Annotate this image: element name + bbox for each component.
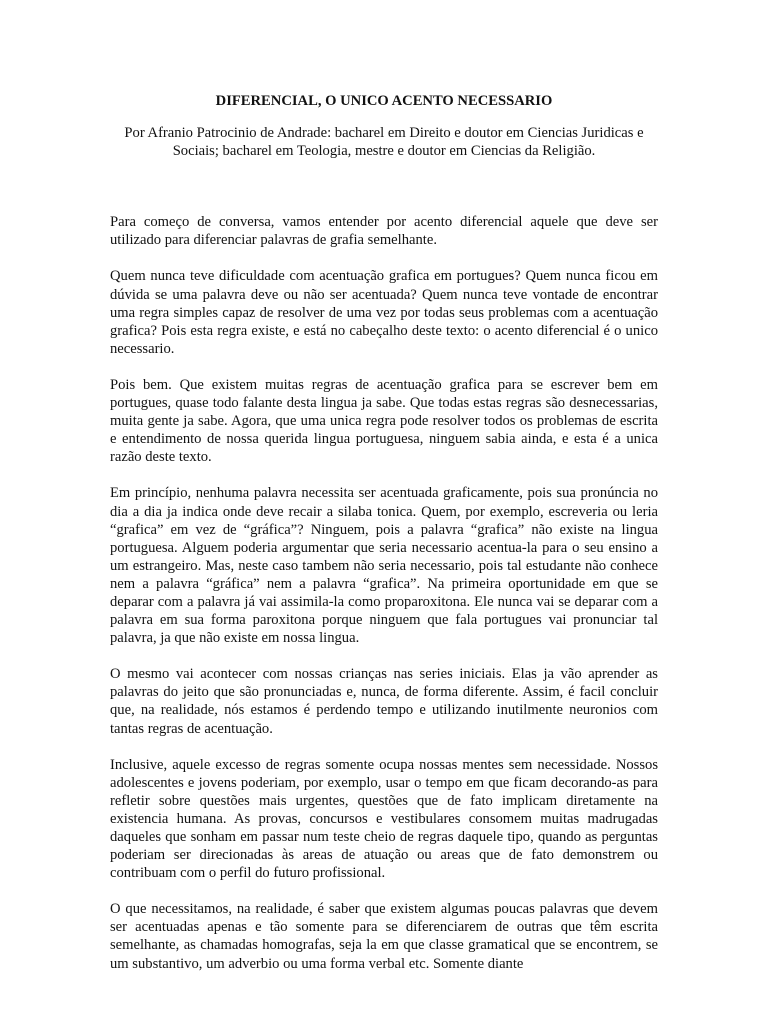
paragraph: Pois bem. Que existem muitas regras de acentuação grafica para se escrever bem em portugues, quase todo falante desta lingua ja sabe. Que todas estas regras são desnecessarias, muita gente ja sabe. Agora, que uma unica regra pode resolver todos os problemas de escrita e entendimento de nossa querida lingua portuguesa, ninguem sabia ainda, e esta é a unica razão deste texto.: [110, 376, 658, 466]
document-title: DIFERENCIAL, O UNICO ACENTO NECESSARIO: [215, 93, 553, 109]
paragraph: Inclusive, aquele excesso de regras somente ocupa nossas mentes sem necessidade. Nossos adolescentes e jovens poderiam, por exemplo, usar o tempo em que ficam decorando-as para refletir sobre questões mais urgentes, questões que de fato implicam diretamente na existencia humana. As provas, concursos e vestibulares consomem muitas madrugadas daqueles que sonham em passar num teste cheio de regras daquele tipo, quando as perguntas poderiam ser direcionadas às areas de atuação ou areas que de fato demonstrem ou contribuam com o perfil do futuro profissional.: [110, 756, 658, 882]
paragraph: O mesmo vai acontecer com nossas crianças nas series iniciais. Elas ja vão aprender as palavras do jeito que são pronunciadas e, nunca, de forma diferente. Assim, é facil concluir que, na realidade, nós estamos é perdendo tempo e utilizando inutilmente neuronios com tantas regras de acentuação.: [110, 666, 658, 737]
author-line: Por Afranio Patrocinio de Andrade: bacharel em Direito e doutor em Ciencias Juridicas e Sociais; bacharel em Teologia, mestre e doutor em Ciencias da Religião.: [124, 125, 644, 160]
paragraph: Em princípio, nenhuma palavra necessita ser acentuada graficamente, pois sua pronúncia no dia a dia ja indica onde deve recair a silaba tonica. Quem, por exemplo, escreveria ou leria “grafica” em vez de “gráfica”? Ninguem, pois a palavra “grafica” não existe na lingua portuguesa. Alguem poderia argumentar que seria necessario acentua-la para o seu ensino a um estrangeiro. Mas, neste caso tambem não seria necessario, pois tal estudante não conhece nem a palavra “gráfica” nem a palavra “grafica”. Na primeira oportunidade em que se deparar com a palavra já vai assimila-la como proparoxitona. Ele nunca vai se deparar com a palavra em sua forma paroxitona porque ninguem que fala portugues vai pronunciar tal palavra, ja que não existe em nossa lingua.: [110, 485, 658, 647]
paragraph: Para começo de conversa, vamos entender por acento diferencial aquele que deve ser utilizado para diferenciar palavras de grafia semelhante.: [110, 214, 658, 249]
paragraph: O que necessitamos, na realidade, é saber que existem algumas poucas palavras que devem ser acentuadas apenas e tão somente para se diferenciarem de outras que têm escrita semelhante, as chamadas homografas, seja la em que classe gramatical que se encontrem, se um substantivo, um adverbio ou uma forma verbal etc. Somente diante: [110, 901, 658, 972]
document-page: [110, 92, 658, 991]
document-body: [110, 213, 658, 972]
paragraph: Quem nunca teve dificuldade com acentuação grafica em portugues? Quem nunca ficou em dúvida se uma palavra deve ou não ser acentuada? Quem nunca teve vontade de encontrar uma regra simples capaz de resolver de uma vez por todas seus problemas com a acentuação grafica? Pois esta regra existe, e está no cabeçalho deste texto: o acento diferencial é o unico necessario.: [110, 268, 658, 357]
